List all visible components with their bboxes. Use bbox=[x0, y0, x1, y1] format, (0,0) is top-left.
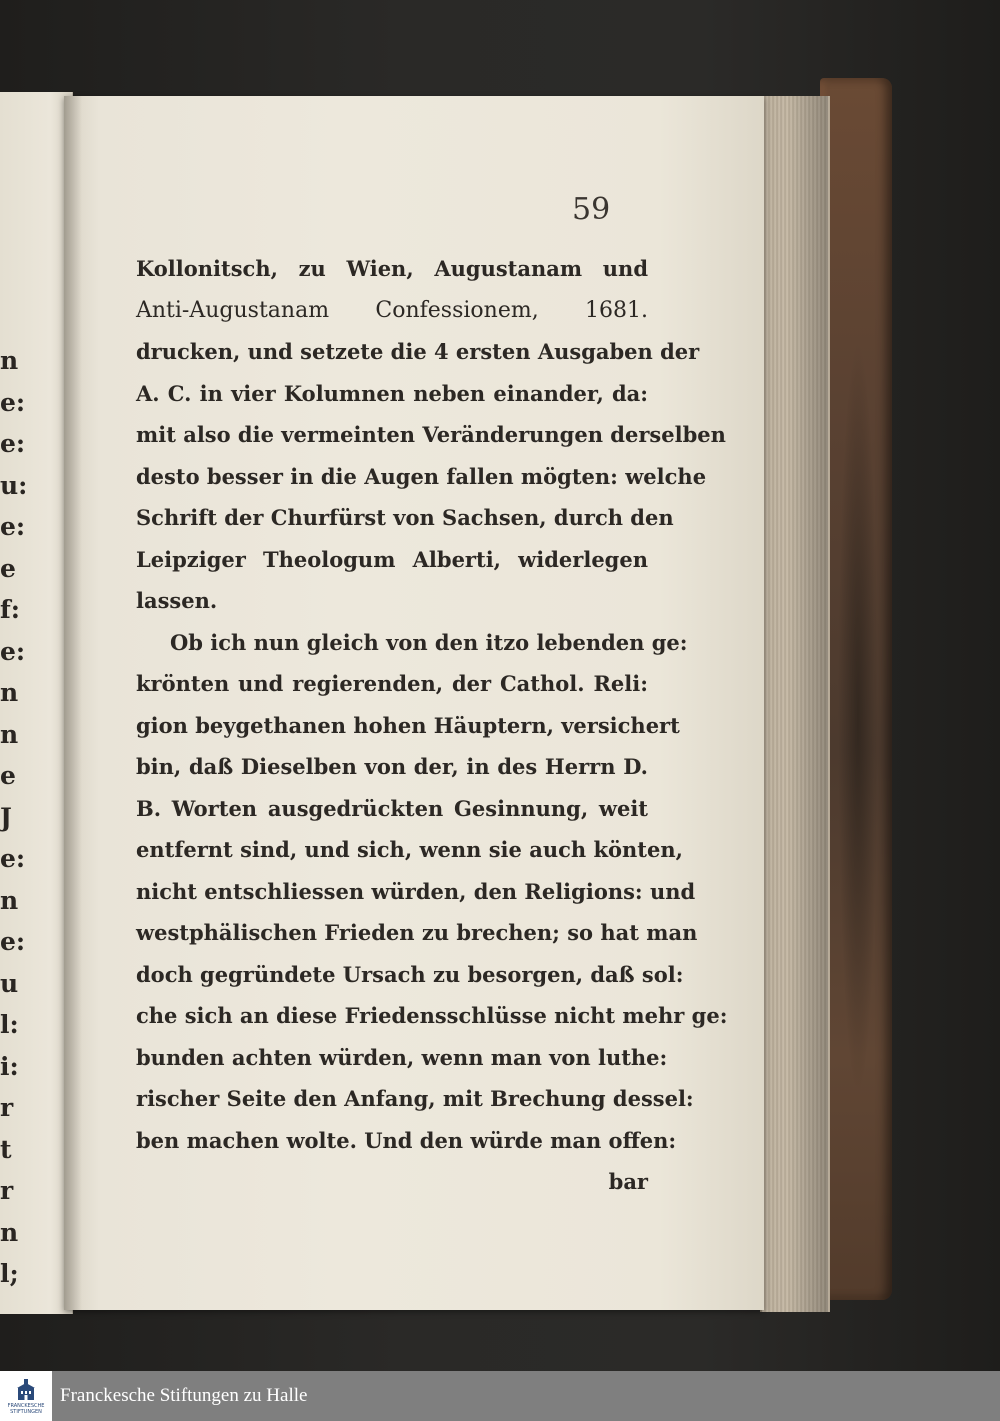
text-line: Schrift der Churfürst von Sachsen, durch den bbox=[136, 505, 674, 530]
previous-page-fragment: n bbox=[0, 1217, 19, 1247]
building-icon bbox=[15, 1378, 37, 1402]
previous-page-fragment: e: bbox=[0, 636, 26, 666]
previous-page-fragment: u: bbox=[0, 470, 28, 500]
previous-page-fragment: n bbox=[0, 885, 19, 915]
text-line: lassen. bbox=[136, 588, 218, 613]
text-line: krönten und regierenden, der Cathol. Reli: bbox=[136, 671, 648, 696]
text-line: bunden achten würden, wenn man von luthe: bbox=[136, 1044, 668, 1070]
previous-page-fragment: r bbox=[0, 1176, 14, 1205]
text-line: westphälischen Frieden zu brechen; so hat man bbox=[136, 920, 698, 945]
previous-page-fragment: J bbox=[0, 802, 12, 832]
text-line: B. Worten ausgedrückten Gesinnung, weit bbox=[136, 795, 648, 821]
previous-page-fragment: e: bbox=[0, 429, 26, 458]
previous-page-fragment: e bbox=[0, 761, 16, 790]
text-line: desto besser in die Augen fallen mögten: welche bbox=[136, 463, 707, 489]
previous-page-fragment: l: bbox=[0, 1010, 19, 1039]
text-line: gion beygethanen hohen Häuptern, versichert bbox=[136, 712, 680, 738]
previous-page-fragment: f: bbox=[0, 595, 20, 624]
previous-page-fragment: t bbox=[0, 1134, 12, 1164]
page-text bbox=[136, 248, 728, 1203]
previous-page-fragment: e: bbox=[0, 387, 26, 417]
previous-page-fragment: n bbox=[0, 678, 19, 707]
previous-page-fragment: i: bbox=[0, 1051, 19, 1081]
text-line: nicht entschliessen würden, den Religions: und bbox=[136, 878, 696, 904]
text-line: Leipziger Theologum Alberti, widerlegen bbox=[136, 546, 648, 572]
book-cover bbox=[820, 78, 892, 1300]
text-line: bin, daß Dieselben von der, in des Herrn D. bbox=[136, 754, 648, 779]
institution-footer bbox=[0, 1371, 1000, 1421]
text-line: che sich an diese Friedensschlüsse nicht mehr ge: bbox=[136, 1003, 728, 1028]
previous-page-fragment: r bbox=[0, 1093, 14, 1122]
page-number: 59 bbox=[572, 192, 611, 227]
previous-page-fragment: n bbox=[0, 719, 19, 749]
institution-name: Franckesche Stiftungen zu Halle bbox=[60, 1385, 308, 1406]
text-line: A. C. in vier Kolumnen neben einander, da: bbox=[136, 380, 648, 406]
text-line: Kollonitsch, zu Wien, Augustanam und bbox=[136, 256, 648, 281]
logo-text-line-1: FRANCKESCHE bbox=[7, 1402, 45, 1409]
text-line: Anti-Augustanam Confessionem, 1681. bbox=[136, 297, 648, 323]
text-line: rischer Seite den Anfang, mit Brechung dessel: bbox=[136, 1086, 694, 1111]
logo-text-line-2: STIFTUNGEN bbox=[10, 1408, 42, 1415]
previous-page-edge bbox=[0, 92, 73, 1314]
page-gutter-shadow bbox=[64, 96, 82, 1310]
institution-logo bbox=[0, 1371, 52, 1421]
previous-page-fragment: e bbox=[0, 553, 16, 583]
previous-page-fragment: e: bbox=[0, 844, 26, 873]
text-line: mit also die vermeinten Veränderungen derselben bbox=[136, 422, 726, 447]
text-line: Ob ich nun gleich von den itzo lebenden ge: bbox=[170, 629, 688, 655]
text-line: ben machen wolte. Und den würde man offen: bbox=[136, 1127, 677, 1153]
text-line: doch gegründete Ursach zu besorgen, daß sol: bbox=[136, 961, 684, 987]
previous-page-fragment: l; bbox=[0, 1259, 19, 1288]
previous-page-fragment: e: bbox=[0, 927, 26, 956]
previous-page-line-ends bbox=[0, 340, 28, 1295]
text-line: drucken, und setzete die 4 ersten Ausgaben der bbox=[136, 339, 700, 364]
text-line: bar bbox=[608, 1169, 648, 1194]
previous-page-fragment: u bbox=[0, 968, 19, 998]
previous-page-fragment: n bbox=[0, 346, 19, 375]
text-line: entfernt sind, und sich, wenn sie auch könten, bbox=[136, 837, 683, 862]
previous-page-fragment: e: bbox=[0, 512, 26, 541]
